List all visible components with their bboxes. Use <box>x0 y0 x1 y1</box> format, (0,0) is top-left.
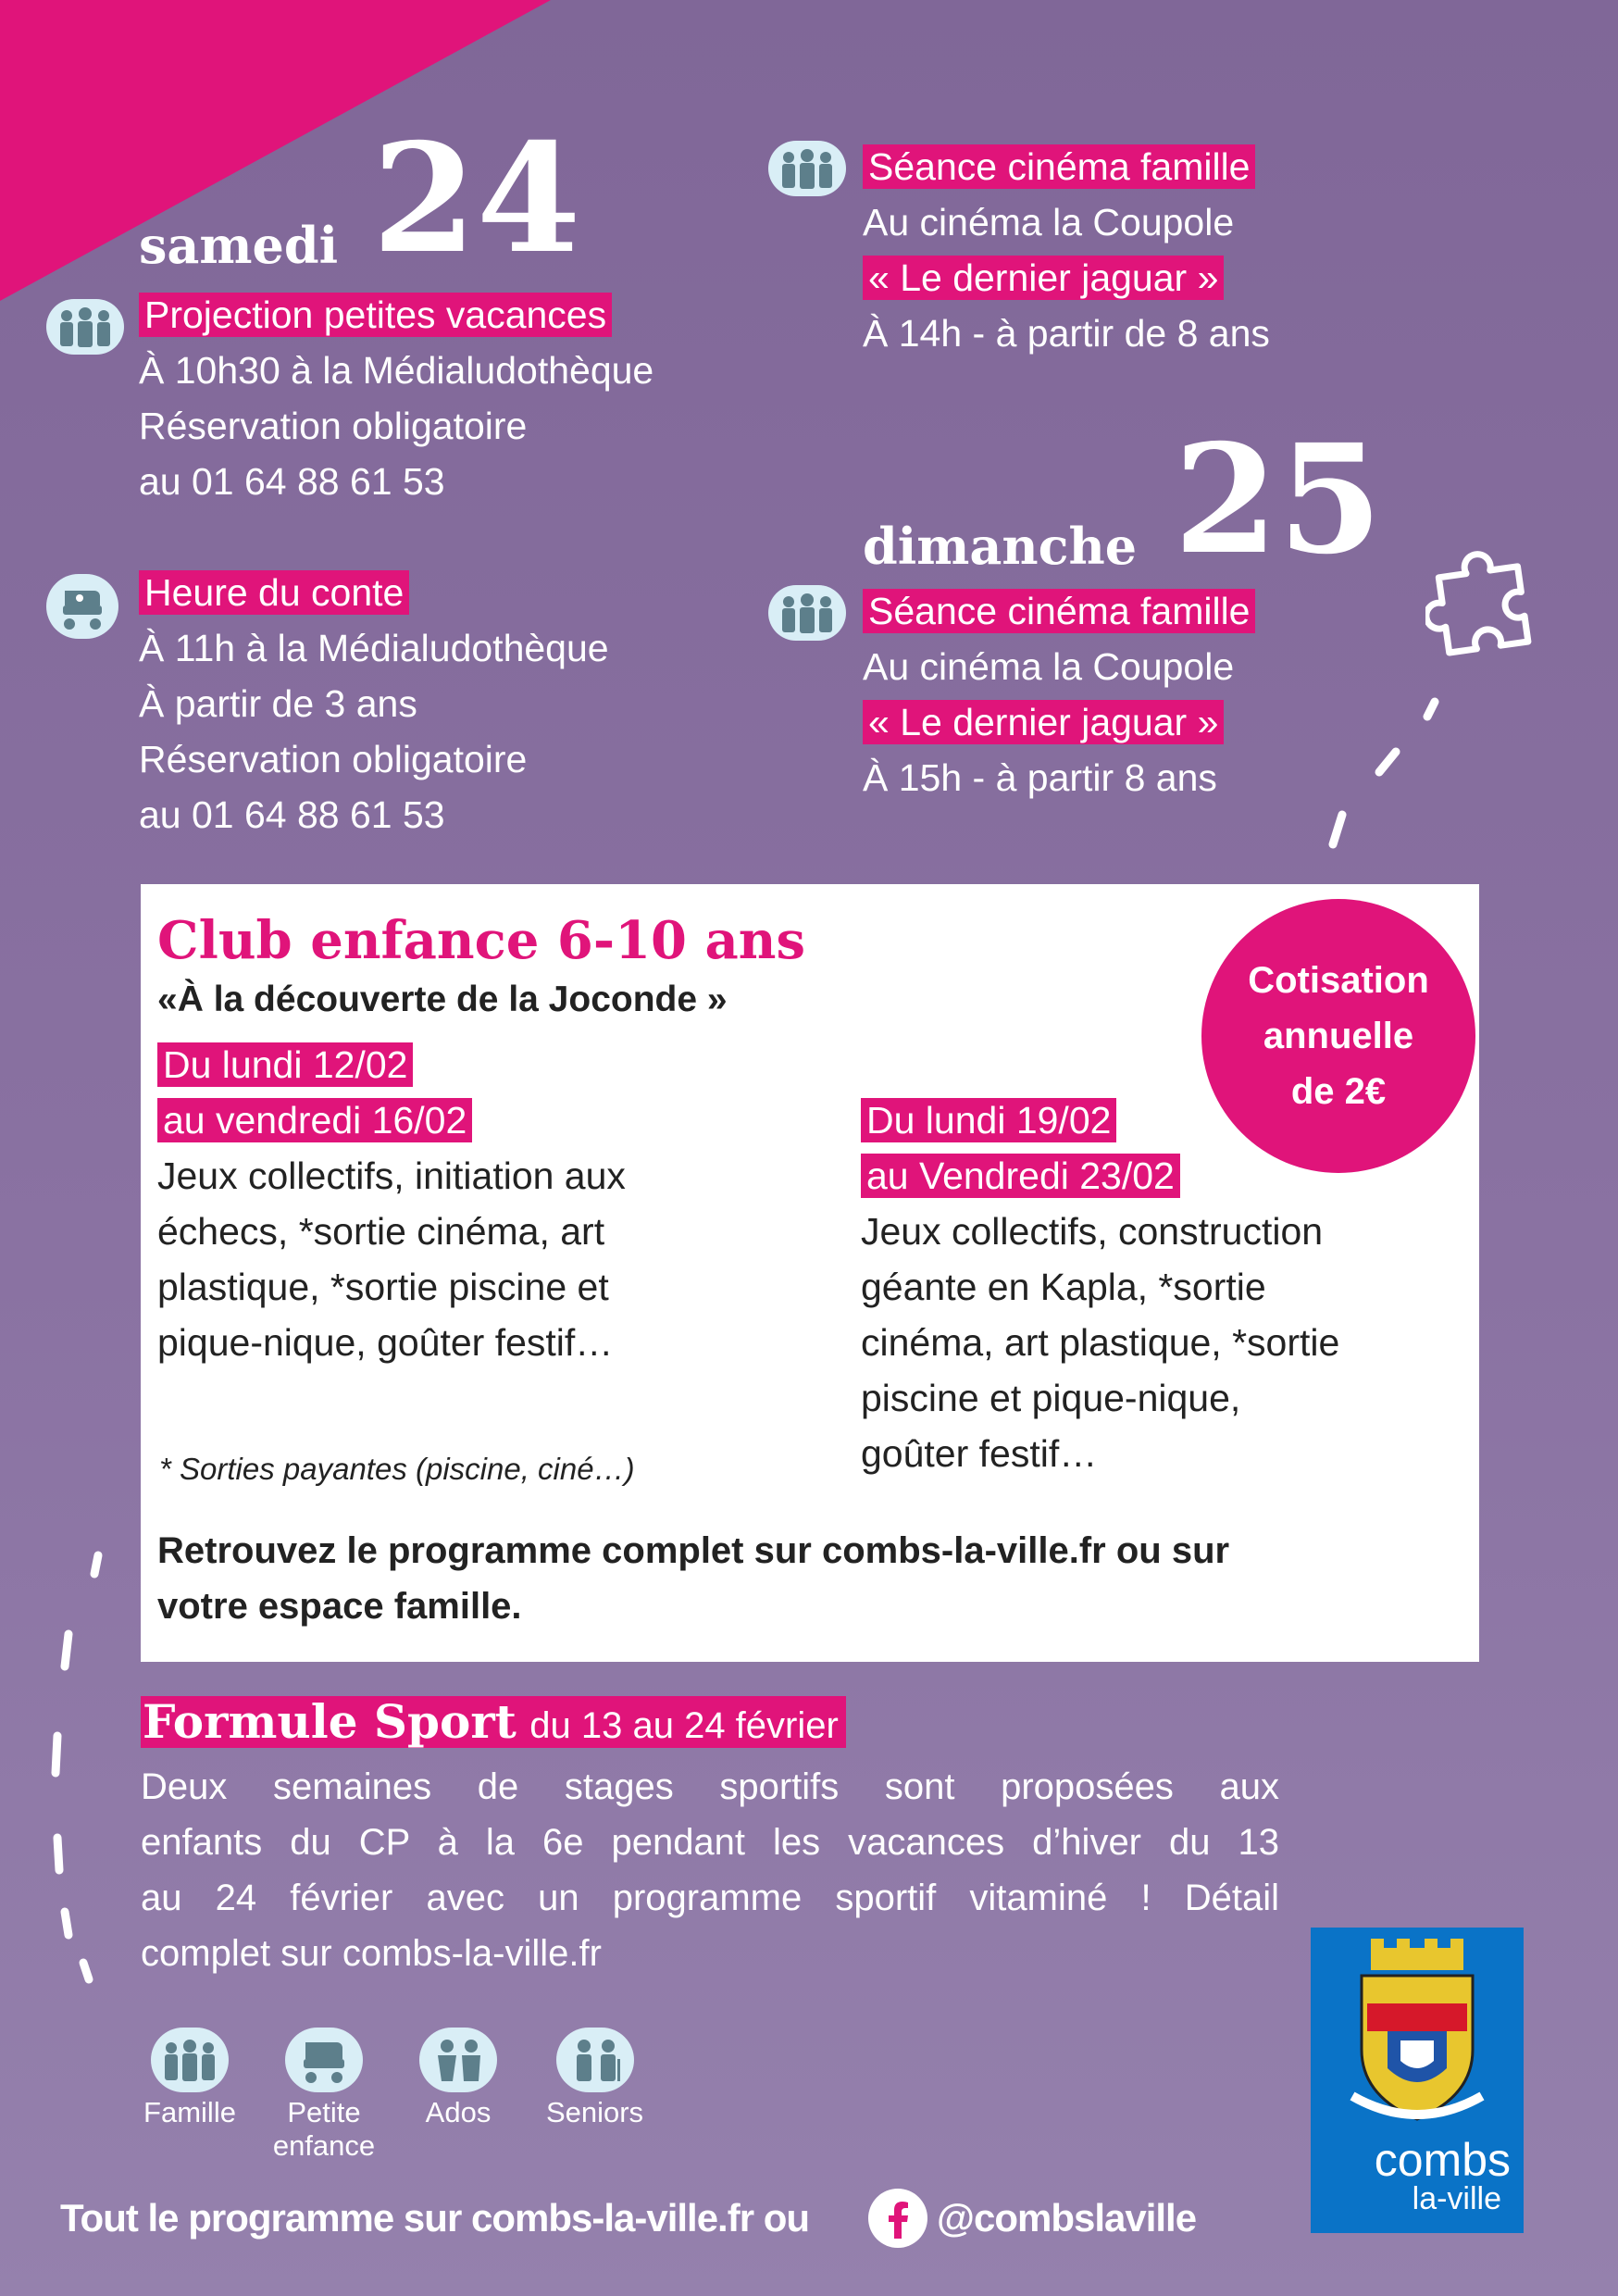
city-logo <box>1311 1928 1524 2233</box>
sport-line3: au 24 février avec un programme sportif vitaminé ! Détail <box>141 1878 1279 1918</box>
day-number-saturday: 24 <box>372 111 581 287</box>
week1-line4: pique-nique, goûter festif… <box>157 1321 614 1364</box>
legend-seniors <box>532 2028 657 2129</box>
club-subtitle: «À la découverte de la Joconde » <box>157 980 728 1019</box>
fee-badge <box>1201 899 1475 1173</box>
week1-line2: échecs, *sortie cinéma, art <box>157 1210 605 1253</box>
event-cinema-sat-line1: Au cinéma la Coupole <box>863 201 1235 243</box>
teens-icon <box>419 2028 497 2092</box>
week2-date1 <box>861 1092 1116 1148</box>
week2-line3: cinéma, art plastique, *sortie <box>861 1321 1340 1364</box>
event-cinema-sun-line2: À 15h - à partir 8 ans <box>863 756 1217 799</box>
fee-line2: annuelle <box>1263 1016 1414 1056</box>
family-icon <box>768 585 846 641</box>
day-name-sunday: dimanche <box>863 517 1138 576</box>
legend-petite-enfance <box>264 2028 384 2163</box>
legend-ados <box>403 2028 514 2129</box>
sport-dates: du 13 au 24 février <box>529 1705 839 1746</box>
decorative-dashes-right <box>1296 685 1462 861</box>
week1-line3: plastique, *sortie piscine et <box>157 1266 609 1308</box>
legend-seniors-label: Seniors <box>545 2096 644 2128</box>
week2-line4: piscine et pique-nique, <box>861 1377 1241 1419</box>
event-projection-line1: À 10h30 à la Médialudothèque <box>139 349 654 392</box>
stroller-icon <box>46 574 118 639</box>
event-cinema-sun-film-text: « Le dernier jaguar » <box>863 700 1224 744</box>
legend-petite-enfance-label: Petite <box>287 2096 361 2128</box>
week2-line5: goûter festif… <box>861 1432 1098 1475</box>
event-cinema-sat-film <box>863 250 1224 306</box>
sport-line2: enfants du CP à la 6e pendant les vacances d’hiver du 13 <box>141 1822 1279 1863</box>
event-conte-line4: au 01 64 88 61 53 <box>139 793 445 836</box>
event-title-cinema-sat-text: Séance cinéma famille <box>863 144 1255 189</box>
event-title-cinema-sat <box>863 139 1255 194</box>
week2-line2: géante en Kapla, *sortie <box>861 1266 1266 1308</box>
week2-line1: Jeux collectifs, construction <box>861 1210 1324 1253</box>
footer-handle[interactable]: @combslaville <box>937 2196 1197 2240</box>
seniors-icon <box>556 2028 634 2092</box>
event-conte-line1: À 11h à la Médialudothèque <box>139 627 609 669</box>
family-icon <box>46 299 124 355</box>
event-cinema-sun-film <box>863 694 1224 750</box>
coat-of-arms-icon <box>1343 1939 1491 2133</box>
family-icon <box>768 141 846 196</box>
logo-line1: combs <box>1374 2134 1511 2186</box>
sport-line4: complet sur combs-la-ville.fr <box>141 1933 602 1974</box>
event-title-cinema-sun <box>863 583 1255 639</box>
event-title-conte-text: Heure du conte <box>139 570 409 615</box>
puzzle-icon <box>1425 528 1592 667</box>
event-title-conte <box>139 565 409 620</box>
decorative-dashes-left <box>37 1537 120 2000</box>
club-footnote: * Sorties payantes (piscine, ciné…) <box>159 1452 635 1486</box>
logo-line2: la-ville <box>1412 2181 1501 2216</box>
week2-date1-text: Du lundi 19/02 <box>861 1098 1116 1142</box>
event-cinema-sun-line1: Au cinéma la Coupole <box>863 645 1235 688</box>
event-title-projection-text: Projection petites vacances <box>139 293 612 337</box>
legend-famille-label: Famille <box>143 2096 236 2128</box>
event-conte-line2: À partir de 3 ans <box>139 682 417 725</box>
program-line1: Retrouvez le programme complet sur combs-la-ville.fr ou sur <box>157 1530 1230 1571</box>
legend-petite-enfance-label2: enfance <box>272 2129 376 2162</box>
week1-date2 <box>157 1092 472 1148</box>
club-enfance-box <box>141 884 1479 1662</box>
event-cinema-sat-line2: À 14h - à partir de 8 ans <box>863 312 1270 355</box>
event-cinema-sat-film-text: « Le dernier jaguar » <box>863 256 1224 300</box>
week1-date1-text: Du lundi 12/02 <box>157 1042 413 1087</box>
day-number-sunday: 25 <box>1174 412 1383 588</box>
sport-line1: Deux semaines de stages sportifs sont proposées aux <box>141 1766 1279 1807</box>
event-projection-line3: au 01 64 88 61 53 <box>139 460 445 503</box>
facebook-icon[interactable] <box>868 2189 927 2248</box>
program-line2: votre espace famille. <box>157 1586 522 1627</box>
day-name-saturday: samedi <box>139 216 339 275</box>
stroller-icon <box>285 2028 363 2092</box>
event-title-projection <box>139 287 612 343</box>
week1-line1: Jeux collectifs, initiation aux <box>157 1154 626 1197</box>
legend-ados-label: Ados <box>425 2096 492 2128</box>
fee-line1: Cotisation <box>1248 960 1429 1001</box>
week1-date1 <box>157 1037 413 1092</box>
family-icon <box>151 2028 229 2092</box>
sport-title: Formule Sport <box>143 1694 517 1749</box>
event-conte-line3: Réservation obligatoire <box>139 738 528 780</box>
footer-text: Tout le programme sur combs-la-ville.fr ou <box>60 2196 810 2240</box>
week1-date2-text: au vendredi 16/02 <box>157 1098 472 1142</box>
event-title-cinema-sun-text: Séance cinéma famille <box>863 589 1255 633</box>
week2-date2 <box>861 1148 1180 1204</box>
club-title: Club enfance 6-10 ans <box>157 910 806 971</box>
legend-famille <box>134 2028 245 2129</box>
fee-line3: de 2€ <box>1290 1071 1387 1112</box>
event-projection-line2: Réservation obligatoire <box>139 405 528 447</box>
sport-header <box>141 1696 846 1748</box>
week2-date2-text: au Vendredi 23/02 <box>861 1154 1180 1198</box>
